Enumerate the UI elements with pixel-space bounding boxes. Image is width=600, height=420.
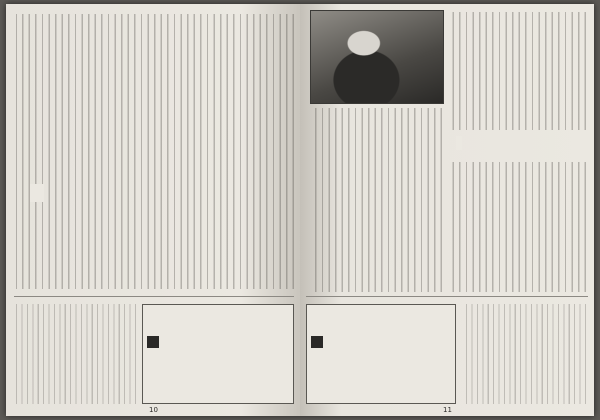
right-page-heading xyxy=(456,136,462,150)
right-page-divider xyxy=(306,296,588,297)
right-page xyxy=(300,4,594,416)
left-page-qa-question xyxy=(147,309,289,333)
left-page-divider xyxy=(14,296,294,297)
right-page-qa-question xyxy=(311,309,451,333)
interview-photo xyxy=(310,10,444,104)
magazine-spread xyxy=(6,4,594,416)
right-page-right-column-lower-text xyxy=(450,162,586,292)
left-page xyxy=(6,4,300,416)
left-page-number: 10 xyxy=(149,406,158,414)
right-page-lower-text xyxy=(464,304,586,404)
right-page-qa-box xyxy=(306,304,456,404)
right-page-right-column-text xyxy=(450,12,586,130)
left-page-qa-answer-marker xyxy=(147,336,159,348)
left-page-qa-box xyxy=(142,304,294,404)
left-page-body-text xyxy=(16,14,294,289)
left-page-lower-text xyxy=(16,304,136,404)
right-page-qa-answer-marker xyxy=(311,336,323,348)
right-page-left-column-text xyxy=(310,108,442,292)
left-page-heading xyxy=(30,184,44,202)
right-page-number: 11 xyxy=(443,406,452,414)
